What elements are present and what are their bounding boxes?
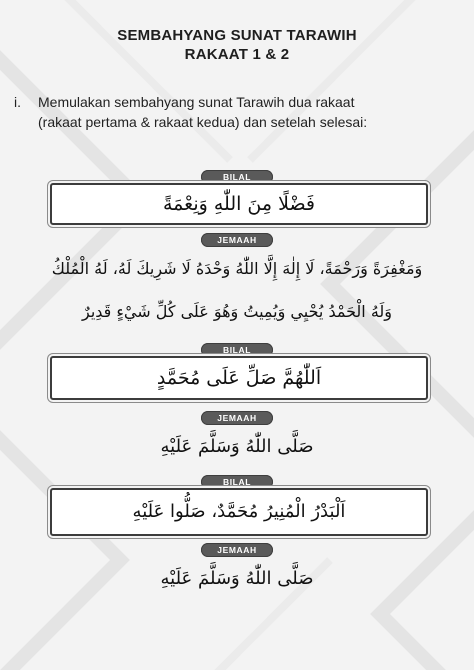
bilal-box-3 bbox=[50, 488, 428, 536]
jemaah-text-1-line-1: وَمَغْفِرَةً وَرَحْمَةً، لَا إِلٰهَ إِلَّا اللّٰهُ وَحْدَهُ لَا شَرِيكَ لَهُ، لَهُ الْمُلْكُ bbox=[51, 259, 423, 278]
instruction-text: Memulakan sembahyang sunat Tarawih dua rakaat (rakaat pertama & rakaat kedua) dan setelah selesai: bbox=[38, 94, 368, 130]
bilal-text-2: اَللّٰهُمَّ صَلِّ عَلَى مُحَمَّدٍ bbox=[156, 367, 322, 389]
jemaah-text-3: صَلَّى اللّٰهُ وَسَلَّمَ عَلَيْهِ bbox=[160, 568, 314, 589]
bilal-text-3: اَلْبَدْرُ الْمُنِيرُ مُحَمَّدٌ، صَلُّوا عَلَيْهِ bbox=[132, 501, 346, 522]
bilal-label-2: BILAL bbox=[201, 343, 273, 357]
bilal-box-2 bbox=[50, 356, 428, 400]
jemaah-label-3: JEMAAH bbox=[201, 543, 273, 557]
bilal-box-1 bbox=[50, 183, 428, 225]
bilal-label-1: BILAL bbox=[201, 170, 273, 184]
page-title: SEMBAHYANG SUNAT TARAWIH bbox=[117, 27, 357, 44]
jemaah-label-2: JEMAAH bbox=[201, 411, 273, 425]
bilal-label-3: BILAL bbox=[201, 475, 273, 489]
jemaah-text-2: صَلَّى اللّٰهُ وَسَلَّمَ عَلَيْهِ bbox=[160, 436, 314, 457]
item-number: i. bbox=[14, 94, 21, 110]
jemaah-text-1-line-2: وَلَهُ الْحَمْدُ يُحْيِي وَيُمِيتُ وَهُوَ عَلَى كُلِّ شَيْءٍ قَدِيرٌ bbox=[81, 302, 392, 321]
bilal-text-1: فَضْلًا مِنَ اللّٰهِ وَنِعْمَةً bbox=[163, 193, 315, 215]
jemaah-label-1: JEMAAH bbox=[201, 233, 273, 247]
page-subtitle: RAKAAT 1 & 2 bbox=[184, 46, 290, 63]
